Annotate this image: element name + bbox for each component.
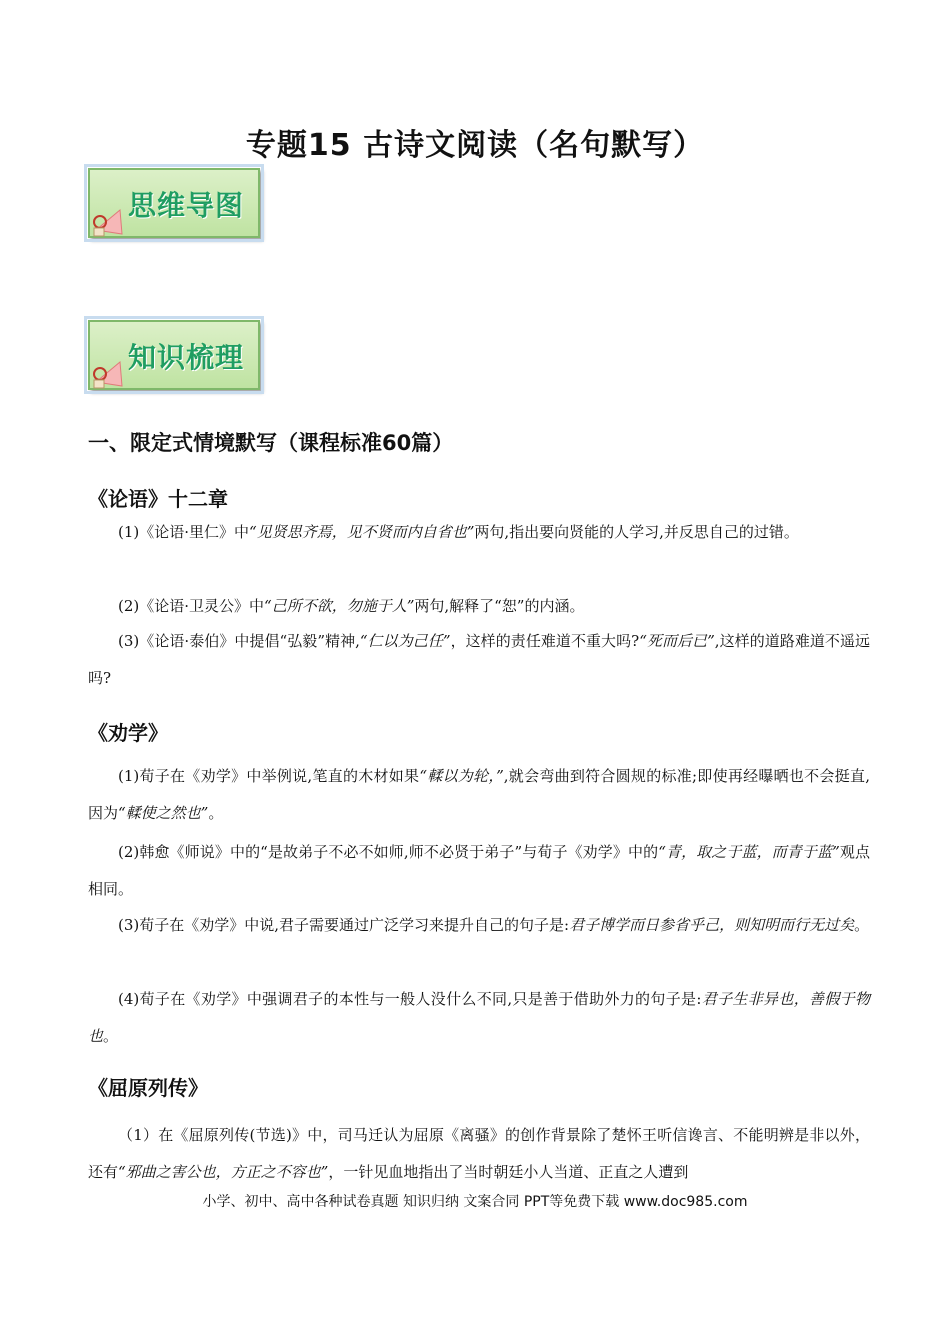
banner-mind-map — [88, 168, 260, 238]
banner-label: 知识梳理 — [128, 341, 245, 374]
banner-knowledge — [88, 320, 260, 390]
quanxue-item-1: (1)荀子在《劝学》中举例说,笔直的木材如果“輮以为轮，”,就会弯曲到符合圆规的标准;即使再经曝晒也不会挺直,因为“輮使之然也”。 — [88, 767, 870, 822]
quyuan-item-1: （1）在《屈原列传(节选)》中，司马迁认为屈原《离骚》的创作背景除了楚怀王听信谗言、不能明辨是非以外，还有“邪曲之害公也，方正之不容也”，一针见血地指出了当时朝廷小人当道、正直之人遭到 — [88, 1126, 870, 1181]
section-heading: 一、限定式情境默写（课程标准60篇） — [88, 431, 454, 455]
lunyu-item-1: (1)《论语·里仁》中“见贤思齐焉，见不贤而内自省也”两句,指出要向贤能的人学习,并反思自己的过错。 — [118, 523, 799, 541]
lunyu-item-3: (3)《论语·泰伯》中提倡“弘毅”精神,“仁以为己任”，这样的责任难道不重大吗?“死而后已”,这样的道路难道不遥远吗? — [88, 632, 871, 687]
heading-lunyu: 《论语》十二章 — [88, 487, 228, 511]
quanxue-item-4: (4)荀子在《劝学》中强调君子的本性与一般人没什么不同,只是善于借助外力的句子是:君子生非异也，善假于物也。 — [88, 990, 870, 1045]
footer-text: 小学、初中、高中各种试卷真题 知识归纳 文案合同 PPT等免费下载 www.doc985.com — [202, 1194, 748, 1210]
heading-quanxue: 《劝学》 — [88, 721, 168, 745]
page-title: 专题15 古诗文阅读（名句默写） — [245, 128, 705, 163]
quanxue-item-2: (2)韩愈《师说》中的“是故弟子不必不如师,师不必贤于弟子”与荀子《劝学》中的“青，取之于蓝，而青于蓝”观点相同。 — [88, 843, 870, 898]
trumpet-icon — [92, 352, 132, 390]
heading-quyuan: 《屈原列传》 — [88, 1076, 208, 1100]
quanxue-item-3: (3)荀子在《劝学》中说,君子需要通过广泛学习来提升自己的句子是:君子博学而日参省乎己，则知明而行无过矣。 — [118, 916, 870, 934]
trumpet-icon — [92, 200, 132, 238]
banner-label: 思维导图 — [128, 189, 245, 222]
lunyu-item-2: (2)《论语·卫灵公》中“己所不欲，勿施于人”两句,解释了“恕”的内涵。 — [118, 597, 585, 615]
